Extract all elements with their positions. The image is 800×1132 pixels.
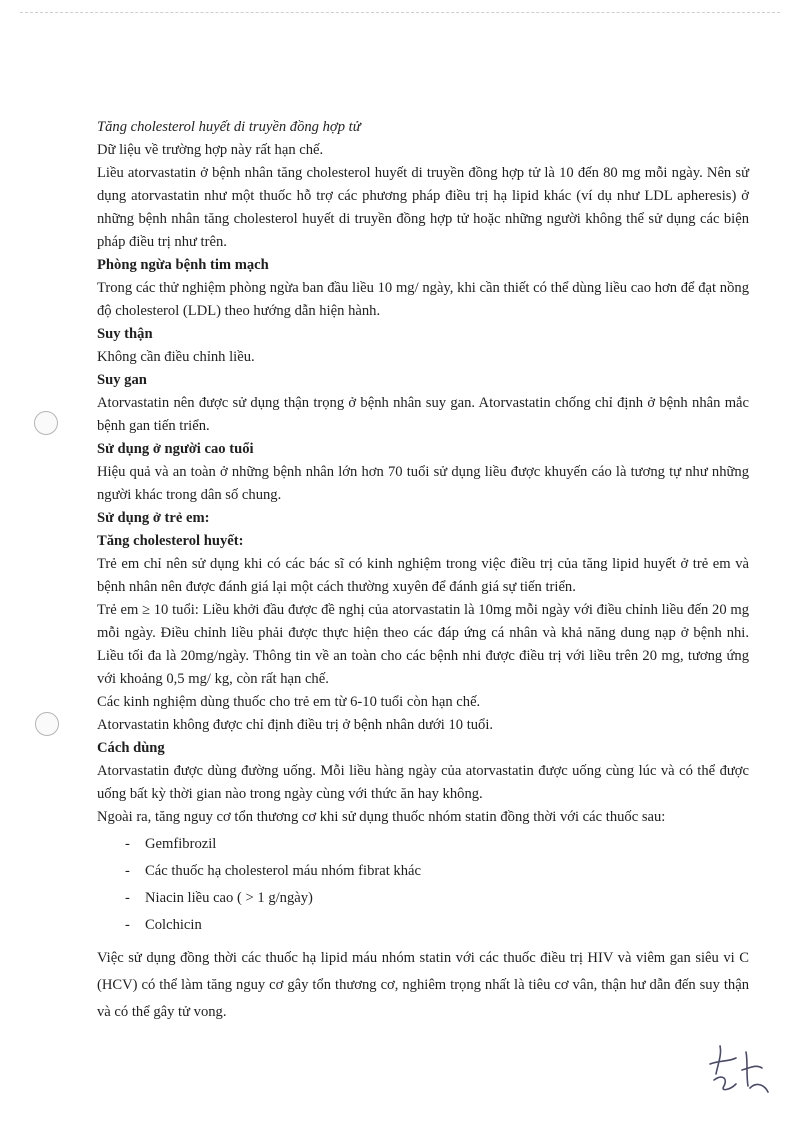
list-item-text: Niacin liều cao ( > 1 g/ngày): [145, 890, 313, 906]
section-heading: Suy gan: [97, 372, 147, 388]
section-heading: Phòng ngừa bệnh tim mạch: [97, 257, 269, 273]
section-heading: Sử dụng ở trẻ em:: [97, 510, 210, 526]
list-item: [97, 885, 749, 912]
paragraph: Không cần điều chỉnh liều.: [97, 349, 255, 365]
list-item-text: Gemfibrozil: [145, 836, 217, 852]
paragraph: Trẻ em ≥ 10 tuổi: Liều khởi đầu được đề nghị của atorvastatin là 10mg mỗi ngày với điều chỉnh liều đến 20 mg mỗi ngày. Điều chỉnh liều phải được thực hiện theo các đáp ứng cá nhân và khả năng dung nạp ở bệnh nhi. Liều tối đa là 20mg/ngày. Thông tin về an toàn cho các bệnh nhi được điều trị với liều trên 20 mg, tương ứng với khoảng 0,5 mg/ kg, còn rất hạn chế.: [97, 602, 749, 687]
paragraph: Atorvastatin được dùng đường uống. Mỗi liều hàng ngày của atorvastatin được uống cùng lúc và có thể được uống bất kỳ thời gian nào trong ngày cùng với thức ăn hay không.: [97, 763, 749, 802]
paragraph: Atorvastatin không được chỉ định điều trị ở bệnh nhân dưới 10 tuổi.: [97, 717, 494, 733]
paragraph: Trong các thử nghiệm phòng ngừa ban đầu liều 10 mg/ ngày, khi cần thiết có thể dùng liều cao hơn để đạt nồng độ cholesterol (LDL) theo hướng dẫn hiện hành.: [97, 280, 749, 319]
list-item: [97, 831, 749, 858]
document-body: [97, 116, 749, 1026]
bullet-dash: -: [125, 917, 130, 933]
drug-list: [97, 831, 749, 939]
punch-hole-mark: [34, 411, 58, 435]
paragraph: Liều atorvastatin ở bệnh nhân tăng cholesterol huyết di truyền đồng hợp tử là 10 đến 80 mg mỗi ngày. Nên sử dụng atorvastatin như một thuốc hỗ trợ các phương pháp điều trị hạ lipid khác (ví dụ như LDL apheresis) ở những bệnh nhân tăng cholesterol huyết di truyền đồng hợp tử hoặc những người không thể sử dụng các biện pháp điều trị như trên.: [97, 165, 749, 250]
scan-edge-line: [20, 12, 780, 13]
paragraph: Ngoài ra, tăng nguy cơ tổn thương cơ khi sử dụng thuốc nhóm statin đồng thời với các thuốc sau:: [97, 809, 666, 825]
list-item-text: Colchicin: [145, 917, 202, 933]
section-heading: Cách dùng: [97, 740, 165, 756]
handwritten-signature: [706, 1034, 776, 1098]
section-title-italic: Tăng cholesterol huyết di truyền đồng hợp tử: [97, 119, 361, 135]
bullet-dash: -: [125, 836, 130, 852]
section-heading: Sử dụng ở người cao tuổi: [97, 441, 254, 457]
paragraph: Dữ liệu về trường hợp này rất hạn chế.: [97, 142, 324, 158]
bullet-dash: -: [125, 863, 130, 879]
paragraph: Trẻ em chỉ nên sử dụng khi có các bác sĩ có kinh nghiệm trong việc điều trị của tăng lipid huyết ở trẻ em và bệnh nhân nên được đánh giá lại một cách thường xuyên để đánh giá sự tiến triển.: [97, 556, 749, 595]
paragraph: Các kinh nghiệm dùng thuốc cho trẻ em từ 6-10 tuổi còn hạn chế.: [97, 694, 481, 710]
list-item-text: Các thuốc hạ cholesterol máu nhóm fibrat khác: [145, 863, 421, 879]
punch-hole-mark: [35, 712, 59, 736]
paragraph: Hiệu quả và an toàn ở những bệnh nhân lớn hơn 70 tuổi sử dụng liều được khuyến cáo là tương tự như những người khác trong dân số chung.: [97, 464, 749, 503]
paragraph: Việc sử dụng đồng thời các thuốc hạ lipid máu nhóm statin với các thuốc điều trị HIV và viêm gan siêu vi C (HCV) có thể làm tăng nguy cơ gây tổn thương cơ, nghiêm trọng nhất là tiêu cơ vân, thận hư dẫn đến suy thận và có thể gây tử vong.: [97, 950, 749, 1020]
paragraph: Atorvastatin nên được sử dụng thận trọng ở bệnh nhân suy gan. Atorvastatin chống chỉ định ở bệnh nhân mắc bệnh gan tiến triển.: [97, 395, 749, 434]
subsection-heading: Tăng cholesterol huyết:: [97, 533, 244, 549]
section-heading: Suy thận: [97, 326, 153, 342]
list-item: [97, 912, 749, 939]
list-item: [97, 858, 749, 885]
bullet-dash: -: [125, 890, 130, 906]
